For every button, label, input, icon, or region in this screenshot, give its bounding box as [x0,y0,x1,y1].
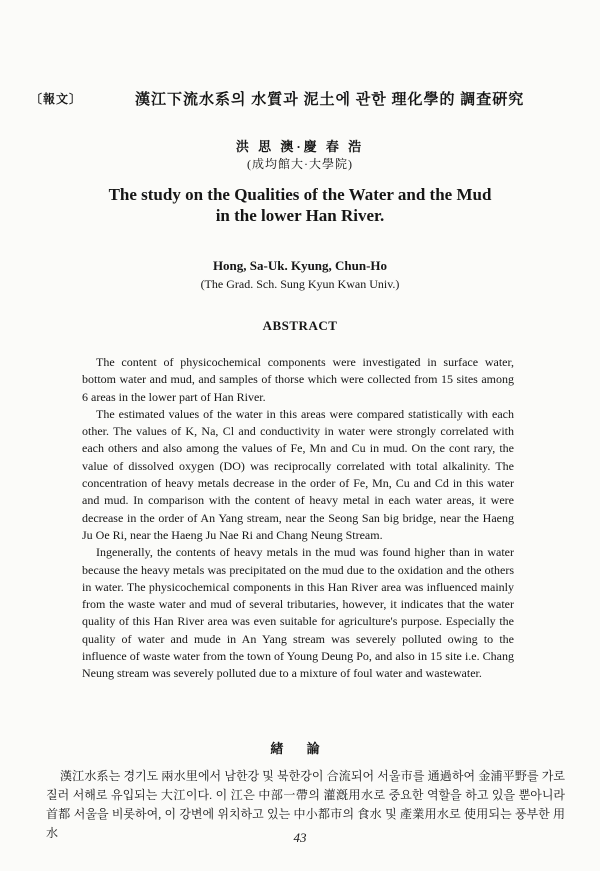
abstract-paragraph: Ingenerally, the contents of heavy metals in the mud was found higher than in water because the heavy metals was precipitated on the mud due to the oxidation and the others in water. The physicochemical components in this Han River area was influenced mainly from the waste water and mud of several tributaries, however, it indicates that the water quality of this Han River area was even suitable for agriculture's purpose. Especially the quality of water and mude in An Yang stream was severely polluted owing to the influence of waste water from the town of Young Deung Po, and also in 15 site i.e. Chang Neung stream was severely polluted due to a mixture of foul water and wastewater. [82,545,514,681]
abstract-heading: ABSTRACT [262,318,338,333]
article-header [30,88,570,110]
english-authors: Hong, Sa-Uk. Kyung, Chun-Ho [212,258,388,273]
english-title-line-1: The study on the Qualities of the Water and the Mud [108,185,492,204]
abstract-paragraph: The content of physicochemical components were investigated in surface water, bottom water and mud, and samples of thorse which were collected from 15 sites among 6 areas in the lower part of Han River. [82,355,514,404]
page-number: 43 [293,830,307,845]
english-title-line-2: in the lower Han River. [215,206,385,225]
article-type-tag: 〔報文〕 [30,92,83,106]
english-title [0,184,600,226]
abstract-body [82,354,514,683]
abstract-paragraph: The estimated values of the water in this areas were compared statistically with each other. The values of K, Na, Cl and conductivity in water were strongly correlated with each others and also among the values of Fe, Mn and Cu in mud. On the cont rary, the value of dissolved oxygen (DO) was reciprocally correlated with total alkalinity. The concentration of heavy metals decrease in the order of Fe, Mn, Cu and Cd in this water and mud. In comparison with the content of heavy metal in each water areas, it were decrease in the order of An Yang stream, near the Seong San big bridge, near the Haeng Ju Oe Ri, near the Haeng Ju Nae Ri and Chang Neung Stream. [82,406,514,542]
english-affiliation: (The Grad. Sch. Sung Kyun Kwan Univ.) [200,277,400,291]
introduction-heading: 緖 論 [270,741,330,756]
introduction-text: 漢江水系는 경기도 兩水里에서 남한강 및 북한강이 合流되어 서울市를 通過하여 金浦平野를 가로 질러 서해로 유입되는 大江이다. 이 江은 中部一帶의 灌漑用水로 중요한 역할을 하고 있을 뿐아니라 首都 서울을 비롯하여, 이 강변에 위치하고 있는 中小都市의 食水 및 產業用水로 使用되는 풍부한 用水 [46,769,565,840]
korean-authors: 洪 思 澳·慶 春 浩 [235,139,365,154]
korean-affiliation: (成均館大·大學院) [247,157,353,171]
korean-title: 漢江下流水系의 水質과 泥土에 관한 理化學的 調査硏究 [135,92,525,108]
